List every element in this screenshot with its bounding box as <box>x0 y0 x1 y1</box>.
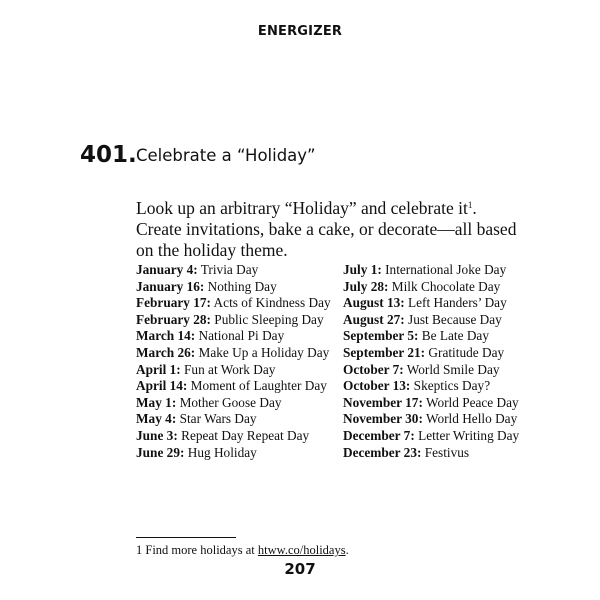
holiday-name: Gratitude Day <box>425 344 505 360</box>
holiday-date: June 29: <box>136 444 185 460</box>
holiday-date: April 1: <box>136 361 181 377</box>
holiday-item <box>136 445 331 462</box>
holiday-date: August 27: <box>343 311 405 327</box>
holiday-date: October 13: <box>343 378 411 394</box>
holiday-item <box>136 411 331 428</box>
holiday-name: Just Because Day <box>404 311 502 327</box>
page-number: 207 <box>284 560 316 578</box>
holiday-item <box>343 328 519 345</box>
holiday-item <box>136 328 331 345</box>
holiday-date: March 14: <box>136 328 196 344</box>
intro-text-end: . Create invitations, bake a cake, or decorate—all based on the holiday theme. <box>136 197 517 260</box>
holiday-date: February 28: <box>136 311 211 327</box>
holiday-item <box>343 378 519 395</box>
holiday-name: International Joke Day <box>381 262 507 277</box>
holiday-item <box>136 362 331 379</box>
holiday-item <box>136 428 331 445</box>
holiday-date: July 1: <box>343 262 382 277</box>
holiday-date: April 14: <box>136 378 188 394</box>
holiday-name: Milk Chocolate Day <box>388 278 501 294</box>
holiday-item <box>343 445 519 462</box>
holiday-item <box>343 395 519 412</box>
holiday-name: Skeptics Day? <box>410 378 491 394</box>
intro-text-start: Look up an arbitrary “Holiday” and celebrate it <box>136 197 468 218</box>
holiday-item <box>136 395 331 412</box>
footnote-reference: 1 <box>467 199 473 210</box>
holiday-date: May 1: <box>136 394 177 410</box>
holiday-item <box>343 362 519 379</box>
holiday-name: Moment of Laughter Day <box>187 378 327 394</box>
holiday-date: June 3: <box>136 427 178 443</box>
holiday-name: Festivus <box>421 444 470 460</box>
holiday-name: Letter Writing Day <box>414 427 520 443</box>
holiday-date: September 21: <box>343 344 426 360</box>
holiday-date: October 7: <box>343 361 404 377</box>
holiday-item <box>343 428 519 445</box>
holiday-date: December 7: <box>343 427 415 443</box>
holiday-name: Mother Goose Day <box>176 394 282 410</box>
holiday-date: March 26: <box>136 344 196 360</box>
holiday-name: Make Up a Holiday Day <box>195 344 330 360</box>
holiday-item <box>136 378 331 395</box>
holiday-date: November 30: <box>343 411 423 427</box>
holiday-date: September 5: <box>343 328 419 344</box>
holiday-item <box>136 262 331 279</box>
holiday-item <box>343 279 519 296</box>
holiday-list-left <box>136 262 331 461</box>
footnote-divider <box>136 537 236 538</box>
holiday-name: Hug Holiday <box>184 444 257 460</box>
holiday-name: Fun at Work Day <box>180 361 276 377</box>
holiday-name: Trivia Day <box>197 262 259 277</box>
holiday-name: Left Handers’ Day <box>404 295 507 311</box>
footnote-link[interactable]: htww.co/holidays <box>257 543 346 557</box>
holiday-item <box>343 262 519 279</box>
holiday-name: World Peace Day <box>422 394 519 410</box>
holiday-date: January 4: <box>136 262 198 277</box>
entry-number: 401. <box>80 142 137 168</box>
holiday-name: World Hello Day <box>422 411 518 427</box>
holiday-date: August 13: <box>343 295 405 311</box>
holiday-item <box>343 295 519 312</box>
holiday-name: Public Sleeping Day <box>210 311 324 327</box>
holiday-name: World Smile Day <box>403 361 500 377</box>
entry-title: Celebrate a “Holiday” <box>136 146 316 165</box>
holiday-item <box>136 312 331 329</box>
footnote-period: . <box>345 543 349 557</box>
holiday-name: Acts of Kindness Day <box>210 295 331 311</box>
footnote <box>136 542 349 558</box>
holiday-name: Nothing Day <box>204 278 277 294</box>
holiday-item <box>343 345 519 362</box>
holiday-date: November 17: <box>343 394 423 410</box>
holiday-date: February 17: <box>136 295 211 311</box>
holiday-name: Repeat Day Repeat Day <box>177 427 310 443</box>
footnote-label: 1 Find more holidays at <box>136 543 258 557</box>
running-header: ENERGIZER <box>257 24 343 39</box>
holiday-item <box>343 411 519 428</box>
holiday-item <box>136 295 331 312</box>
holiday-name: Star Wars Day <box>176 411 257 427</box>
holiday-date: May 4: <box>136 411 177 427</box>
holiday-item <box>136 345 331 362</box>
holiday-name: National Pi Day <box>195 328 285 344</box>
holiday-list-right <box>343 262 519 461</box>
holiday-date: January 16: <box>136 278 205 294</box>
holiday-name: Be Late Day <box>418 328 489 344</box>
holiday-date: July 28: <box>343 278 389 294</box>
holiday-item <box>343 312 519 329</box>
entry-description <box>136 198 526 261</box>
holiday-date: December 23: <box>343 444 422 460</box>
holiday-item <box>136 279 331 296</box>
